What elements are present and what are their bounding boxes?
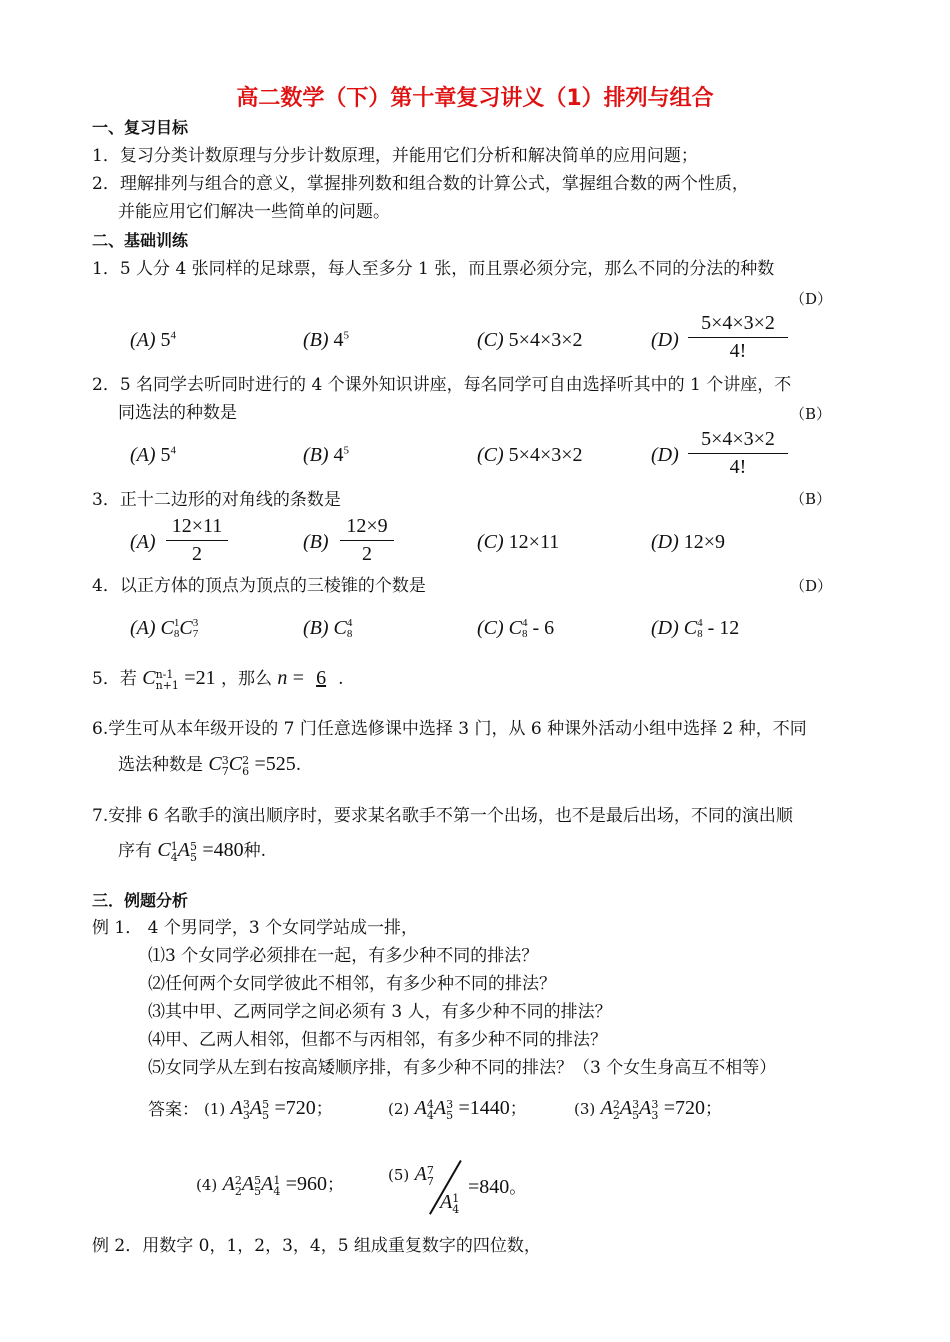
q2-option-c (477, 443, 583, 467)
q3-c-label: (C) (477, 531, 504, 553)
q2-d-denominator: 4! (729, 456, 747, 478)
q1-option-c (477, 328, 583, 352)
q2-d-label: (D) (651, 444, 679, 466)
answers-label: 答案： (148, 1100, 199, 1120)
q6-text2: 选法种数是 (118, 755, 203, 775)
answer-2-num: (2) (388, 1100, 410, 1118)
q1-b-value: 4 (333, 329, 344, 351)
q2-option-b (303, 443, 349, 467)
question-3-text: 3．正十二边形的对角线的条数是 (92, 490, 341, 510)
q5-mid: ，那么 (220, 669, 272, 689)
q1-c-value: 5×4×3×2 (508, 329, 583, 351)
example-1-part-5: ⑸女同学从左到右按高矮顺序排，有多少种不同的排法？（3 个女生身高互不相等） (148, 1058, 777, 1078)
q2-b-value: 4 (333, 444, 344, 466)
example-1-intro: 例 1． 4 个男同学，3 个女同学站成一排， (92, 918, 419, 938)
q1-d-denominator: 4! (729, 340, 747, 362)
q2-b-exp: 5 (343, 444, 350, 457)
page-title: 高二数学（下）第十章复习讲义（1）排列与组合 (236, 86, 714, 111)
q4-d-tail: - 12 (707, 617, 740, 639)
question-3-answer: （B） (790, 490, 832, 508)
fraction-bar (340, 540, 394, 541)
q3-option-c (477, 530, 559, 554)
question-1-text: 1．5 人分 4 张同样的足球票，每人至多分 1 张，而且票必须分完，那么不同的分法的种数 (92, 259, 775, 279)
q3-option-b-fraction (340, 515, 394, 566)
q2-a-label: (A) (130, 444, 156, 466)
answer-4-eq: =960 (285, 1173, 327, 1195)
q1-option-d-fraction (688, 312, 788, 363)
answer-1-eq: =720 (274, 1097, 316, 1119)
question-7-text: 7.安排 6 名歌手的演出顺序时，要求某名歌手不第一个出场，也不是最后出场，不同的演出顺 (92, 806, 793, 826)
question-2-text: 2．5 名同学去听同时进行的 4 个课外知识讲座，每名同学可自由选择听其中的 1 个讲座，不 (92, 375, 792, 395)
answer-5-num: (5) (388, 1166, 410, 1184)
q1-a-value: 5 (160, 329, 171, 351)
q3-b-numerator: 12×9 (346, 515, 388, 537)
answer-3-eq: =720 (663, 1097, 705, 1119)
answer-3-num: (3) (574, 1100, 596, 1118)
q4-d-label: (D) (651, 617, 679, 639)
fraction-bar (688, 453, 788, 454)
section-heading-basic-training: 二、基础训练 (92, 231, 189, 250)
q2-option-d-fraction (688, 428, 788, 479)
answer-3-sep: ； (705, 1099, 722, 1119)
q5-answer: 6 (316, 667, 327, 689)
question-4-text: 4．以正方体的顶点为顶点的三棱锥的个数是 (92, 576, 426, 596)
q3-option-a-fraction (166, 515, 228, 566)
answer-2: (2) A 4 4 A 3 5 =1440； (388, 1097, 527, 1122)
answer-4-num: (4) (196, 1176, 218, 1194)
goal-item-2: 2．理解排列与组合的意义，掌握排列数和组合数的计算公式，掌握组合数的两个性质， (92, 174, 749, 194)
answer-4-sep: ； (327, 1175, 344, 1195)
answer-1: (1) A 3 3 A 5 5 =720； (204, 1097, 333, 1122)
example-2-intro: 例 2．用数字 0，1，2，3，4，5 组成重复数字的四位数， (92, 1236, 541, 1256)
goal-item-1: 1．复习分类计数原理与分步计数原理，并能用它们分析和解决简单的应用问题； (92, 146, 698, 166)
q3-a-numerator: 12×11 (171, 515, 223, 537)
answer-5: (5) A 7 7 (388, 1163, 434, 1188)
example-1-part-4: ⑷甲、乙两人相邻，但都不与丙相邻，有多少种不同的排法？ (148, 1030, 607, 1050)
q3-option-d (651, 530, 725, 554)
q5-end: . (338, 669, 344, 689)
goal-item-2-cont: 并能应用它们解决一些简单的问题。 (118, 202, 390, 222)
q5-prefix: 5．若 (92, 669, 137, 689)
q1-d-numerator: 5×4×3×2 (701, 312, 775, 334)
q4-b-label: (B) (303, 617, 329, 639)
q3-d-label: (D) (651, 531, 679, 553)
question-4-answer: （D） (790, 577, 833, 595)
q7-end: 种. (243, 841, 267, 861)
q1-b-exp: 5 (343, 329, 350, 342)
answer-1-sep: ； (315, 1099, 333, 1119)
q3-a-label: (A) (130, 531, 156, 553)
q4-option-c: (C) C 4 8 - 6 (477, 617, 555, 641)
q3-b-label: (B) (303, 531, 329, 553)
q1-a-exp: 4 (170, 329, 177, 342)
q5-eq: =21 (184, 667, 216, 689)
question-7-text-cont: 序有 C 1 4 A 5 5 =480种. (118, 839, 267, 864)
q7-text2: 序有 (118, 841, 152, 861)
q5-var: n (277, 667, 288, 689)
question-2-answer: （B） (790, 405, 832, 423)
q2-a-exp: 4 (170, 444, 177, 457)
q6-eq: =525 (254, 753, 296, 775)
q7-eq: =480 (202, 839, 244, 861)
q3-b-denominator: 2 (362, 543, 372, 565)
answer-1-num: (1) (204, 1100, 226, 1118)
q1-c-label: (C) (477, 329, 504, 351)
answer-3: (3) A 2 2 A 3 5 A 3 3 =720； (574, 1097, 722, 1122)
q4-c-tail: - 6 (532, 617, 555, 639)
q2-c-label: (C) (477, 444, 504, 466)
answer-5-denominator: A 1 4 (440, 1191, 460, 1216)
q5-eqs: = (292, 667, 305, 689)
question-6-text-cont: 选法种数是 C 3 7 C 2 6 =525. (118, 753, 302, 778)
example-1-part-3: ⑶其中甲、乙两同学之间必须有 3 人，有多少种不同的排法？ (148, 1002, 612, 1022)
section-heading-examples: 三．例题分析 (92, 891, 189, 910)
section-heading-review-goals: 一、复习目标 (92, 118, 189, 137)
q2-a-value: 5 (160, 444, 171, 466)
question-5: 5．若 C n-1 n+1 =21 ，那么 n = 6 . (92, 667, 344, 692)
answer-5-eq: =840 (468, 1176, 510, 1198)
example-1-part-2: ⑵任何两个女同学彼此不相邻，有多少种不同的排法？ (148, 974, 556, 994)
answer-2-sep: ； (509, 1099, 527, 1119)
question-2-text-cont: 同选法的种数是 (118, 403, 237, 423)
answer-4: (4) A 2 2 A 5 5 A 1 4 =960； (196, 1173, 344, 1198)
q4-option-d: (D) C 4 8 - 12 (651, 617, 740, 641)
q2-d-numerator: 5×4×3×2 (701, 428, 775, 450)
q1-d-label: (D) (651, 329, 679, 351)
q3-a-denominator: 2 (192, 543, 202, 565)
q4-a-label: (A) (130, 617, 156, 639)
q2-c-value: 5×4×3×2 (508, 444, 583, 466)
q1-option-b (303, 328, 349, 352)
q2-option-a (130, 443, 176, 467)
q4-c-label: (C) (477, 617, 504, 639)
q6-end: . (295, 755, 302, 775)
answer-5-sep: 。 (509, 1178, 527, 1198)
fraction-bar (166, 540, 228, 541)
example-1-part-1: ⑴3 个女同学必须排在一起，有多少种不同的排法？ (148, 946, 539, 966)
q1-option-a (130, 328, 176, 352)
q2-b-label: (B) (303, 444, 329, 466)
fraction-bar (688, 337, 788, 338)
q4-option-b: (B) C 4 8 (303, 617, 353, 641)
q3-c-value: 12×11 (508, 531, 560, 553)
question-6-text: 6.学生可从本年级开设的 7 门任意选修课中选择 3 门，从 6 种课外活动小组中选择 2 种，不同 (92, 719, 807, 739)
answer-2-eq: =1440 (458, 1097, 510, 1119)
q1-a-label: (A) (130, 329, 156, 351)
question-1-answer: （D） (790, 290, 833, 308)
q1-b-label: (B) (303, 329, 329, 351)
q4-option-a: (A) C 1 8 C 3 7 (130, 617, 199, 641)
answer-5-result (468, 1175, 526, 1199)
q3-d-value: 12×9 (683, 531, 726, 553)
